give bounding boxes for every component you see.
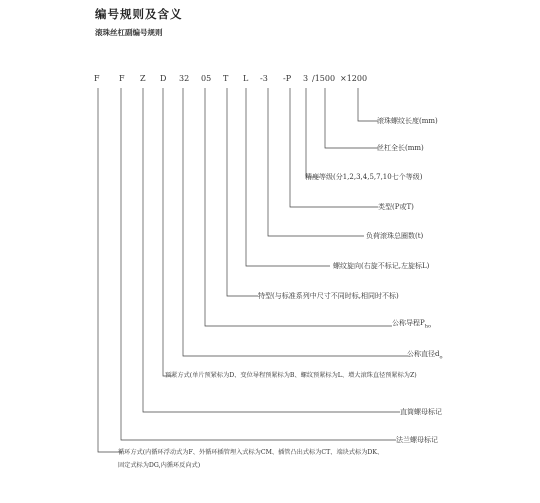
code-char-10: -P <box>283 74 292 83</box>
code-char-12: /1500 <box>312 74 336 83</box>
leader-model <box>227 88 258 296</box>
label-nominal-lead-text: 公称导程P <box>392 319 425 327</box>
leader-accuracy <box>306 88 320 177</box>
label-thread-length: 滚珠螺纹长度(mm) <box>377 117 438 125</box>
label-load-circuits: 负荷滚珠总圈数(t) <box>366 232 424 240</box>
label-nominal-diameter <box>407 349 443 360</box>
leader-thread-length <box>358 88 378 121</box>
code-char-5: 32 <box>179 74 190 83</box>
leader-circulation <box>98 88 122 452</box>
leader-preload <box>163 88 172 376</box>
label-nominal-diameter-sub: o <box>439 354 443 361</box>
code-char-3: Z <box>140 74 146 83</box>
label-circulation-line2: 固定式标为DG,内循环反向式) <box>118 462 201 469</box>
label-flange-nut: 直筒螺母标记 <box>400 408 442 416</box>
code-char-2: F <box>119 74 125 83</box>
leader-diameter <box>183 88 408 356</box>
label-circulation-line1: 循环方式(内循环浮动式为F、外循环插管埋入式标为CM、插管凸出式标为CT、端块式标为DK、 <box>118 449 384 456</box>
code-char-6: 05 <box>201 74 212 83</box>
code-char-7: T <box>223 74 229 83</box>
code-char-4: D <box>160 74 167 83</box>
label-accuracy-grade: 精度等级(分1,2,3,4,5,7,10七个等级) <box>305 173 423 181</box>
leader-type <box>290 88 378 207</box>
leader-load <box>268 88 364 236</box>
code-char-1: F <box>94 74 100 83</box>
page-subtitle: 滚珠丝杠副编号规则 <box>95 28 163 37</box>
label-total-length: 丝杠全长(mm) <box>377 144 424 152</box>
page-title: 编号规则及含义 <box>95 7 183 21</box>
label-nominal-lead-sub: ho <box>424 323 431 330</box>
label-nominal-diameter-text: 公称直径d <box>407 350 440 358</box>
label-model-note: 特型(与标准系列中尺寸不同时标,相同时不标) <box>258 292 399 300</box>
code-char-13: ×1200 <box>340 74 368 83</box>
code-char-11: 3 <box>303 74 309 83</box>
code-char-9: -3 <box>260 74 268 83</box>
leader-flange-nut <box>143 88 400 412</box>
label-flange-type: 法兰螺母标记 <box>396 436 438 444</box>
code-char-8: L <box>243 74 249 83</box>
label-nominal-lead <box>392 318 431 329</box>
label-preload-method: 预紧方式(单片预紧标为D、变位导程预紧标为B、螺纹预紧标为L、增大滚珠直径预紧标为Z) <box>165 372 417 379</box>
label-thread-direction: 螺纹旋向(右旋不标记,左旋标L) <box>333 262 430 270</box>
label-type: 类型(P或T) <box>378 203 414 211</box>
leader-total-length <box>325 88 378 148</box>
